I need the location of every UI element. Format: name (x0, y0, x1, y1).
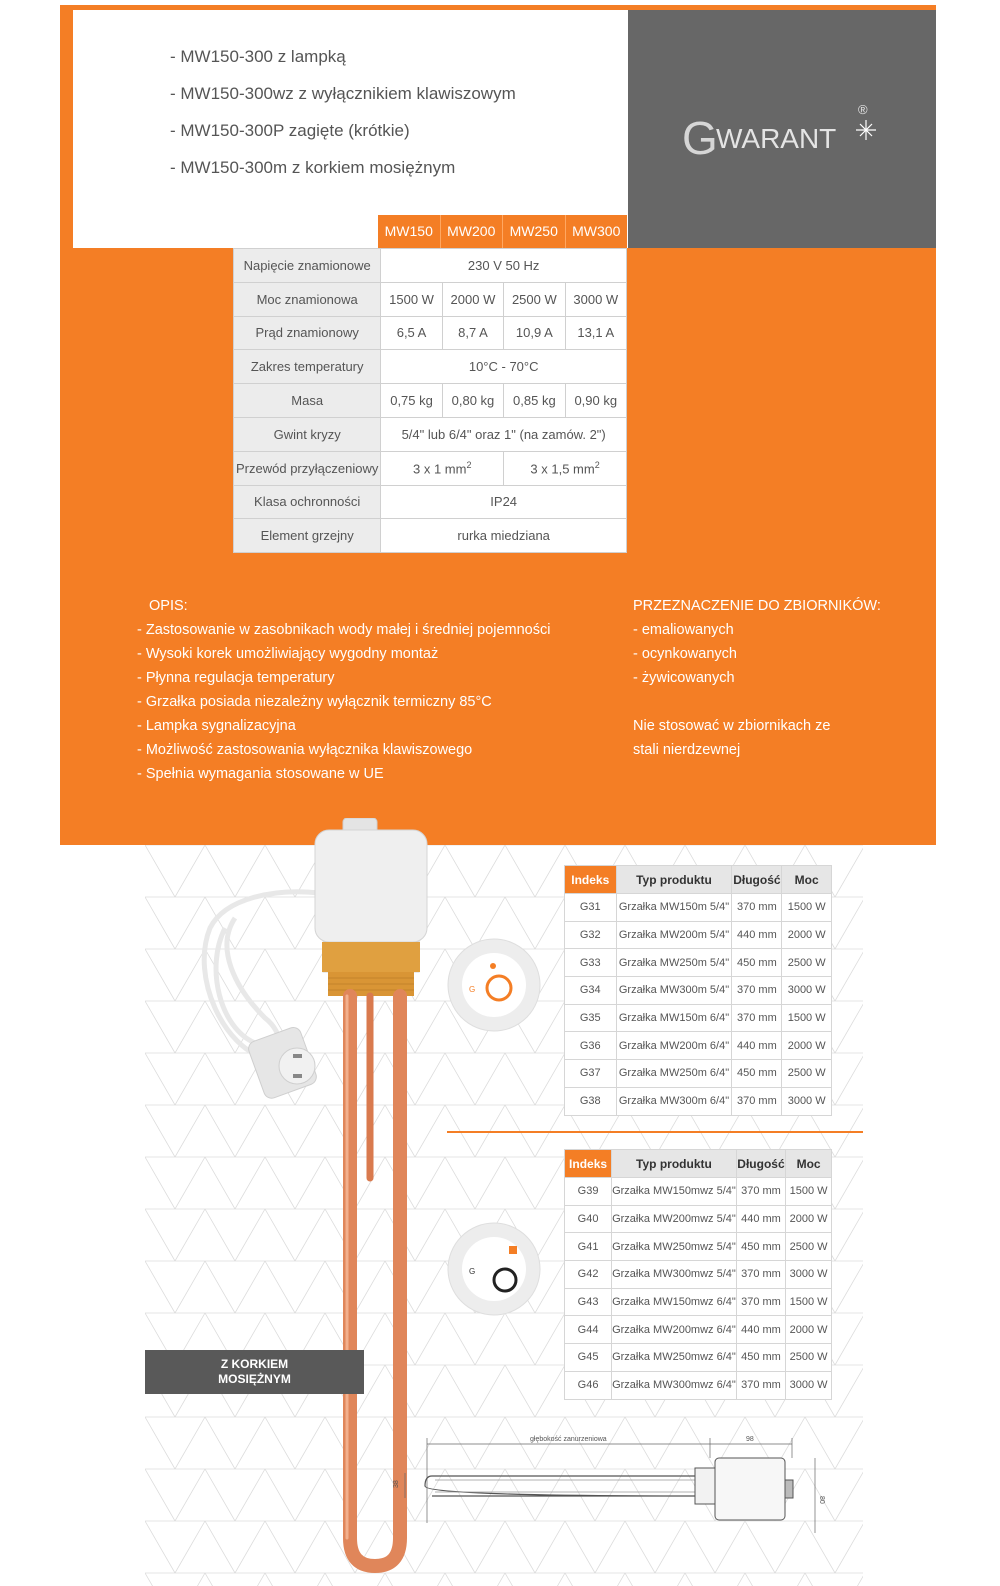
spec-label: Przewód przyłączeniowy (234, 451, 381, 485)
cell: 2500 W (786, 1233, 832, 1261)
spec-label: Klasa ochronności (234, 485, 381, 519)
spec-table (233, 248, 627, 553)
column-header: Typ produktu (616, 866, 732, 894)
spec-value: 5/4" lub 6/4" oraz 1" (na zamów. 2") (381, 417, 627, 451)
cell: 440 mm (736, 1205, 785, 1233)
table-row (565, 1288, 832, 1316)
cell: 2500 W (786, 1344, 832, 1372)
orange-divider (447, 1131, 863, 1133)
cell: 370 mm (736, 1178, 785, 1206)
cell: 2000 W (782, 1032, 832, 1060)
table-row (565, 1316, 832, 1344)
cell: G42 (565, 1261, 612, 1289)
column-header: Indeks (565, 1150, 612, 1178)
spec-value: IP24 (381, 485, 627, 519)
column-header: Moc (782, 866, 832, 894)
table-row (565, 1087, 832, 1115)
cell: 2000 W (782, 921, 832, 949)
cell: 440 mm (732, 1032, 782, 1060)
cell: 450 mm (736, 1344, 785, 1372)
table-row (565, 1344, 832, 1372)
spec-row (234, 350, 627, 384)
spec-value: 2000 W (442, 282, 503, 316)
column-header: Indeks (565, 866, 617, 894)
spec-value: 10°C - 70°C (381, 350, 627, 384)
spec-row (234, 519, 627, 553)
spec-value: 6,5 A (381, 316, 442, 350)
spec-label: Masa (234, 384, 381, 418)
cell: 1500 W (786, 1288, 832, 1316)
cell: 440 mm (732, 921, 782, 949)
spec-row (234, 384, 627, 418)
spec-row (234, 485, 627, 519)
cell: 440 mm (736, 1316, 785, 1344)
cell: Grzałka MW250mwz 5/4" (612, 1233, 737, 1261)
tank-purpose-section (633, 595, 881, 763)
cable-value: 3 x 1 mm (413, 461, 467, 477)
cell: Grzałka MW250mwz 6/4" (612, 1344, 737, 1372)
description-section (137, 595, 550, 787)
cell: Grzałka MW300mwz 6/4" (612, 1371, 737, 1399)
column-header: Długość (736, 1150, 785, 1178)
spec-label: Element grzejny (234, 519, 381, 553)
column-header: Długość (732, 866, 782, 894)
spec-value: 2500 W (504, 282, 565, 316)
spec-value: 10,9 A (504, 316, 565, 350)
cell: Grzałka MW150m 5/4" (616, 894, 732, 922)
cell: 370 mm (732, 977, 782, 1005)
technical-drawing (380, 1428, 830, 1578)
cell: 3000 W (782, 977, 832, 1005)
cell: 2500 W (782, 949, 832, 977)
cell: 3000 W (786, 1371, 832, 1399)
cell: G37 (565, 1060, 617, 1088)
cell: G38 (565, 1087, 617, 1115)
cell: G44 (565, 1316, 612, 1344)
logo-reg: ® (858, 102, 868, 117)
svg-text:G: G (469, 985, 476, 994)
dim-38: 38 (393, 1480, 400, 1488)
cell: G45 (565, 1344, 612, 1372)
model-heading: MW200 (441, 215, 504, 248)
gwarant-logo (682, 102, 882, 172)
variant-item: - MW150-300P zagięte (krótkie) (170, 121, 410, 140)
logo-g: G (682, 112, 718, 164)
cell: 1500 W (782, 894, 832, 922)
table-row (565, 1060, 832, 1088)
table-row (565, 894, 832, 922)
power-cord (204, 892, 320, 1059)
logo-text-rest: WARANT (716, 123, 837, 154)
spec-value: 0,85 kg (504, 384, 565, 418)
spec-row (234, 316, 627, 350)
cell: Grzałka MW200m 6/4" (616, 1032, 732, 1060)
spec-value: 13,1 A (565, 316, 626, 350)
cell: G36 (565, 1032, 617, 1060)
spec-value: 230 V 50 Hz (381, 249, 627, 283)
spec-value: rurka miedziana (381, 519, 627, 553)
column-header: Typ produktu (612, 1150, 737, 1178)
brass-plug (322, 942, 420, 996)
cell: Grzałka MW200mwz 5/4" (612, 1205, 737, 1233)
cell: Grzałka MW150mwz 6/4" (612, 1288, 737, 1316)
cell: 450 mm (732, 949, 782, 977)
cell: Grzałka MW300m 5/4" (616, 977, 732, 1005)
cell: G46 (565, 1371, 612, 1399)
cell: 370 mm (732, 1087, 782, 1115)
cell: Grzałka MW300mwz 5/4" (612, 1261, 737, 1289)
cell: G32 (565, 921, 617, 949)
cell: 1500 W (786, 1178, 832, 1206)
tank-purpose-title: PRZEZNACZENIE DO ZBIORNIKÓW: (633, 598, 881, 614)
cell: 2000 W (786, 1205, 832, 1233)
product-table-brass (564, 865, 832, 1116)
table-row (565, 1233, 832, 1261)
cell: 450 mm (736, 1233, 785, 1261)
cell: Grzałka MW150m 6/4" (616, 1004, 732, 1032)
spec-value: 0,80 kg (442, 384, 503, 418)
cell: G31 (565, 894, 617, 922)
tank-warning: Nie stosować w zbiornikach ze (633, 718, 831, 734)
variant-item: - MW150-300 z lampką (170, 47, 346, 66)
unit-superscript: 2 (594, 460, 600, 471)
cell: 3000 W (782, 1087, 832, 1115)
model-heading: MW250 (503, 215, 566, 248)
description-item: - Lampka sygnalizacyjna (137, 718, 296, 734)
spec-value: 0,90 kg (565, 384, 626, 418)
tank-purpose-item: - emaliowanych (633, 622, 734, 638)
cell: 3000 W (786, 1261, 832, 1289)
table-row (565, 949, 832, 977)
spec-row (234, 451, 627, 485)
product-table-brass-switch (564, 1149, 832, 1400)
spec-label: Prąd znamionowy (234, 316, 381, 350)
model-heading: MW300 (572, 223, 621, 239)
table-row (565, 1004, 832, 1032)
spec-label: Napięcie znamionowe (234, 249, 381, 283)
plug (246, 1025, 318, 1100)
description-item: - Grzałka posiada niezależny wyłącznik termiczny 85°C (137, 694, 492, 710)
variant-list (170, 40, 516, 188)
cell: 370 mm (732, 894, 782, 922)
description-item: - Spełnia wymagania stosowane w UE (137, 766, 384, 782)
cable-value: 3 x 1,5 mm (530, 461, 595, 477)
spec-value (381, 451, 504, 485)
description-item: - Płynna regulacja temperatury (137, 670, 335, 686)
tank-purpose-item: - żywicowanych (633, 670, 735, 686)
dim-98: 98 (746, 1436, 754, 1443)
table-row (565, 921, 832, 949)
tank-warning: stali nierdzewnej (633, 742, 741, 758)
cell: Grzałka MW200mwz 6/4" (612, 1316, 737, 1344)
cell: G33 (565, 949, 617, 977)
spec-models-header (378, 215, 627, 248)
spec-value: 1500 W (381, 282, 442, 316)
description-title: OPIS: (149, 598, 188, 614)
svg-text:G: G (469, 1267, 476, 1276)
cell: G40 (565, 1205, 612, 1233)
brass-plug-badge (145, 1350, 364, 1394)
spec-value: 0,75 kg (381, 384, 442, 418)
description-item: - Możliwość zastosowania wyłącznika klawiszowego (137, 742, 473, 758)
cell: 1500 W (782, 1004, 832, 1032)
thermostat-dial-icon (447, 938, 542, 1033)
cell: Grzałka MW250m 5/4" (616, 949, 732, 977)
table-header-row (565, 866, 832, 894)
description-item: - Zastosowanie w zasobnikach wody małej i średniej pojemności (137, 622, 551, 638)
spec-row (234, 249, 627, 283)
heater-side-view (425, 1458, 793, 1520)
spec-value (504, 451, 627, 485)
dim-80: 80 (818, 1496, 825, 1504)
cell: 450 mm (732, 1060, 782, 1088)
badge-line: Z KORKIEM (220, 1357, 289, 1371)
spec-value: 3000 W (565, 282, 626, 316)
depth-label: głębokość zanurzeniowa (530, 1436, 607, 1443)
table-row (565, 1032, 832, 1060)
spec-label: Moc znamionowa (234, 282, 381, 316)
cell: 370 mm (736, 1371, 785, 1399)
table-row (565, 1261, 832, 1289)
cell: 370 mm (736, 1288, 785, 1316)
table-header-row (565, 1150, 832, 1178)
cell: Grzałka MW250m 6/4" (616, 1060, 732, 1088)
spec-value: 8,7 A (442, 316, 503, 350)
spec-label: Gwint kryzy (234, 417, 381, 451)
thermostat-dial-icon (447, 1222, 542, 1317)
cell: 370 mm (732, 1004, 782, 1032)
badge-line: MOSIĘŻNYM (218, 1372, 291, 1386)
table-row (565, 1371, 832, 1399)
cell: G34 (565, 977, 617, 1005)
cell: G43 (565, 1288, 612, 1316)
tank-purpose-item: - ocynkowanych (633, 646, 737, 662)
cell: 2000 W (786, 1316, 832, 1344)
unit-superscript: 2 (466, 460, 472, 471)
table-row (565, 1205, 832, 1233)
cell: 2500 W (782, 1060, 832, 1088)
spec-row (234, 417, 627, 451)
spec-label: Zakres temperatury (234, 350, 381, 384)
model-heading: MW150 (378, 215, 441, 248)
cell: 370 mm (736, 1261, 785, 1289)
variant-item: - MW150-300wz z wyłącznikiem klawiszowym (170, 84, 516, 103)
cell: Grzałka MW150mwz 5/4" (612, 1178, 737, 1206)
sparkle-icon (856, 120, 876, 140)
cell: G39 (565, 1178, 612, 1206)
spec-row (234, 282, 627, 316)
cell: G41 (565, 1233, 612, 1261)
cell: G35 (565, 1004, 617, 1032)
description-item: - Wysoki korek umożliwiający wygodny montaż (137, 646, 439, 662)
variant-item: - MW150-300m z korkiem mosiężnym (170, 158, 456, 177)
column-header: Moc (786, 1150, 832, 1178)
table-row (565, 977, 832, 1005)
table-row (565, 1178, 832, 1206)
cell: Grzałka MW300m 6/4" (616, 1087, 732, 1115)
cell: Grzałka MW200m 5/4" (616, 921, 732, 949)
